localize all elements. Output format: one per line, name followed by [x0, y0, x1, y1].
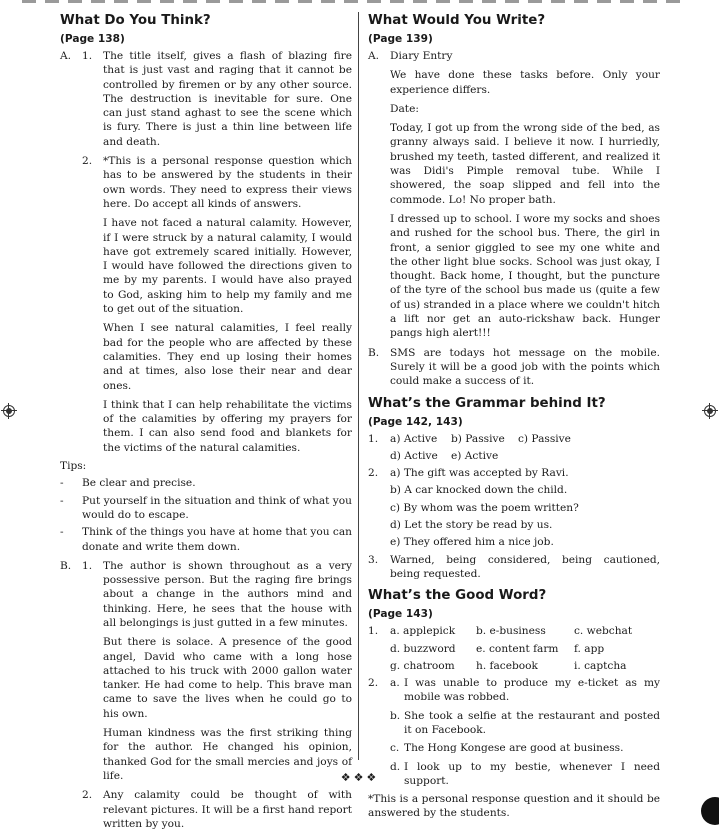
answer-b2	[60, 788, 352, 831]
sentence-text: I look up to my bestie, whenever I need support.	[404, 760, 660, 787]
section-label: B.	[368, 346, 380, 359]
grammar-sentence: d) Let the story be read by us.	[390, 519, 553, 532]
page-reference: (Page 143)	[368, 608, 433, 621]
section-label: A.	[368, 50, 380, 62]
grammar-answer: e) Active	[451, 449, 499, 462]
tip-dash: -	[60, 494, 64, 507]
grammar-sentence: c) By whom was the poem written?	[390, 501, 579, 514]
word-answer: i. captcha	[574, 659, 627, 672]
answer-diary	[368, 49, 660, 341]
section-label: A.	[60, 50, 72, 62]
sub-label: b.	[390, 709, 401, 722]
grammar-q3	[368, 553, 660, 582]
answer-paragraph: I think that I can help rehabilitate the victims of the calamities by offering my prayers for them. I can also send food and blankets for the victims of the natural calamities.	[103, 398, 352, 454]
tip-text: Be clear and precise.	[82, 477, 196, 490]
word-answer: d. buzzword	[390, 642, 456, 655]
item-number: 2.	[82, 789, 93, 802]
answer-text: The author is shown throughout as a very possessive person. But the raging fire brings about a change in the authors mind and thinking. Here, he sees that the house with all belongings is just gutted in a few minutes.	[103, 559, 352, 629]
diary-date: Date:	[390, 102, 419, 115]
item-number: 2.	[368, 677, 379, 690]
page-reference: (Page 139)	[368, 33, 433, 45]
tip-item	[60, 525, 352, 554]
section-heading: What’s the Grammar behind It?	[368, 395, 606, 411]
grammar-row	[390, 449, 660, 463]
word-answer: h. facebook	[476, 659, 538, 672]
item-number: 3.	[368, 553, 379, 566]
answer-text: *This is a personal response question which has to be answered by the students in their own words. They need to express their views here. Do accept all kinds of answers.	[103, 155, 352, 210]
answer-paragraph: Human kindness was the first striking thing for the author. He changed his opinion, thanked God for the small mercies and joys of life.	[103, 727, 352, 782]
answer-text: The title itself, gives a flash of blazing fire that is just vast and raging that it cannot be controlled by firemen or by any other source. The destruction is inevitable for sure. One can just stand aghast to see the scene which is fury. There is just a thin line between life and death.	[103, 50, 352, 148]
grammar-answer: c) Passive	[518, 432, 571, 445]
diary-paragraph: Today, I got up from the wrong side of the bed, as granny always said. I believe it now. I hurriedly, brushed my teeth, tasted different, and realized it was Didi's Pimple removal tube. While I showered, the soap slipped and fell into the commode. Lo! No proper bath.	[390, 122, 660, 206]
sentence-text: I was unable to produce my e-ticket as my mobile was robbed.	[404, 677, 660, 704]
top-decorative-bar	[22, 0, 700, 6]
diary-paragraph: I dressed up to school. I wore my socks and shoes and rushed for the school bus. There, the girl in front, a senior giggled to see my one white and the other light blue socks. School was just okay, I thought. Back home, I thought, but the puncture of the tyre of the school bus made us (quite a few of us) stranded in a place where we couldn't hitch a lift nor get an auto-rickshaw back. Hunger pangs high alert!!!	[390, 212, 660, 340]
sentence-text: She took a selfie at the restaurant and posted it on Facebook.	[404, 709, 660, 736]
column-divider	[358, 12, 359, 760]
item-number: 2.	[82, 155, 93, 168]
word-answer: f. app	[574, 642, 605, 655]
grammar-answer: d) Active	[390, 449, 438, 462]
word-answer: a. applepick	[390, 625, 456, 638]
tip-text: Think of the things you have at home that you can donate and write them down.	[82, 526, 352, 553]
answer-text: SMS are todays hot message on the mobile. Surely it will be a good job with the points which could make a success of it.	[390, 346, 660, 388]
sentence-text: The Hong Kongese are good at business.	[404, 742, 624, 755]
answer-paragraph: But there is solace. A presence of the good angel, David who came with a long hose attached to his truck with 2000 gallon water tanker. He had come to help. This brave man came to save the lives when he could go to his own.	[103, 636, 352, 720]
registration-mark-right-icon	[704, 405, 716, 417]
word-grid	[390, 624, 660, 673]
diary-title: Diary Entry	[390, 50, 453, 62]
section-heading: What Do You Think?	[60, 13, 211, 28]
answer-sms	[368, 346, 660, 389]
right-column	[368, 12, 660, 821]
word-sentence	[390, 709, 660, 738]
item-number: 1.	[82, 50, 93, 62]
item-number: 1.	[82, 559, 93, 572]
answer-b1	[60, 559, 352, 783]
tip-dash: -	[60, 526, 64, 539]
word-answer: g. chatroom	[390, 659, 455, 672]
ornament-stars-icon: ❖❖❖	[340, 771, 380, 784]
word-answer: b. e-business	[476, 625, 546, 638]
tip-dash: -	[60, 477, 64, 490]
page-reference: (Page 138)	[60, 33, 125, 45]
answer-a2	[60, 154, 352, 455]
word-q2	[368, 676, 660, 788]
grammar-row	[390, 432, 660, 446]
grammar-q2	[368, 466, 660, 549]
answer-text: Any calamity could be thought of with relevant pictures. It will be a first hand report written by you.	[103, 789, 352, 830]
sub-label: c.	[390, 742, 400, 755]
section-label: B.	[60, 559, 72, 572]
item-number: 2.	[368, 467, 379, 480]
grammar-sentence: e) They offered him a nice job.	[390, 536, 554, 549]
personal-response-note: *This is a personal response question and it should be answered by the students.	[368, 793, 660, 820]
left-column	[60, 12, 352, 831]
grammar-sentence: Warned, being considered, being cautioned, being requested.	[390, 553, 660, 580]
sub-label: a.	[390, 677, 400, 690]
grammar-sentence: b) A car knocked down the child.	[390, 484, 568, 497]
answer-paragraph: I have not faced a natural calamity. However, if I were struck by a natural calamity, I would have got extremely scared initially. However, I would have followed the directions given to me by my parents. I would have also prayed to God, asking him to help my family and me to get out of the situation.	[103, 217, 352, 316]
answer-a1	[60, 49, 352, 149]
word-sentence	[390, 741, 660, 755]
grammar-answer: b) Passive	[451, 432, 505, 445]
sub-label: d.	[390, 760, 401, 773]
item-number: 1.	[368, 625, 379, 638]
grammar-q1	[368, 432, 660, 464]
word-answer: e. content farm	[476, 642, 559, 655]
corner-tab-icon	[701, 797, 719, 825]
tips-label: Tips:	[60, 460, 87, 473]
tip-text: Put yourself in the situation and think of what you would do to escape.	[82, 494, 352, 521]
page-reference: (Page 142, 143)	[368, 415, 463, 428]
grammar-sentence: a) The gift was accepted by Ravi.	[390, 467, 569, 480]
section-heading: What Would You Write?	[368, 13, 546, 28]
section-heading: What’s the Good Word?	[368, 588, 547, 604]
grammar-answer: a) Active	[390, 432, 438, 445]
tip-item	[60, 494, 352, 523]
word-answer: c. webchat	[574, 625, 633, 638]
word-sentence	[390, 760, 660, 789]
registration-mark-left-icon	[3, 405, 15, 417]
word-sentence	[390, 676, 660, 705]
answer-paragraph: When I see natural calamities, I feel really bad for the people who are affected by these calamities. They end up losing their homes and at times, also lose their near and dear ones.	[103, 322, 352, 392]
tip-item	[60, 476, 352, 490]
item-number: 1.	[368, 432, 379, 445]
diary-note: We have done these tasks before. Only your experience differs.	[390, 69, 660, 96]
word-q1	[368, 624, 660, 673]
